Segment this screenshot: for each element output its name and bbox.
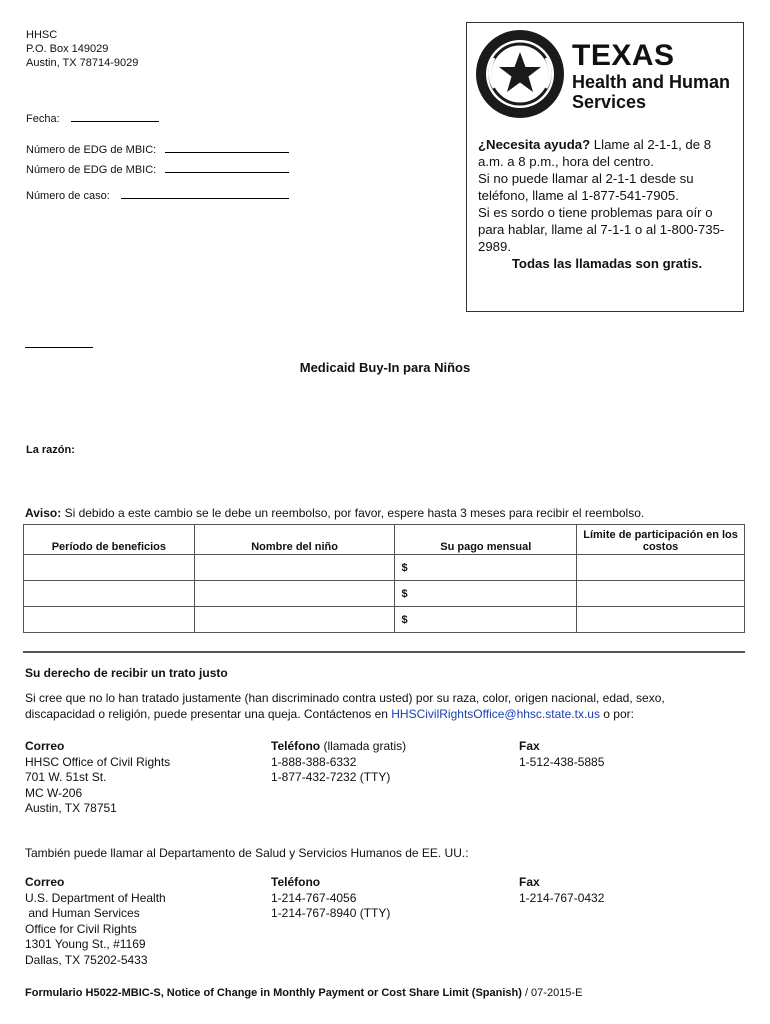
col-pago: Su pago mensual [395, 525, 577, 555]
fax-number: 1-512-438-5885 [519, 754, 605, 769]
edg-line-2[interactable] [165, 172, 289, 173]
logo-texas: TEXAS [572, 39, 675, 72]
mail-line: U.S. Department of Health [25, 890, 166, 905]
notice-label: Aviso: [25, 506, 62, 520]
mail-line: 1301 Young St., #1169 [25, 937, 146, 951]
edg-label-2: Número de EDG de MBIC: [26, 164, 157, 176]
fecha-label: Fecha: [26, 113, 60, 125]
mail-line: Austin, TX 78751 [25, 801, 117, 815]
contact2-mail [25, 875, 166, 968]
table-cell[interactable] [577, 555, 745, 581]
form-date: / 07-2015-E [521, 987, 583, 999]
table-cell[interactable] [194, 581, 395, 607]
mail-label: Correo [25, 875, 65, 889]
caso-line[interactable] [121, 198, 289, 199]
short-rule [25, 347, 93, 348]
help-lead: ¿Necesita ayuda? [478, 137, 591, 152]
mail-label: Correo [25, 739, 65, 753]
mail-line: HHSC Office of Civil Rights [25, 754, 171, 769]
caso-field [26, 190, 289, 202]
phone-label: Teléfono [271, 875, 321, 889]
return-address [26, 28, 138, 70]
phone-note: (llamada gratis) [320, 739, 407, 753]
table-cell[interactable] [577, 581, 745, 607]
form-footer [25, 987, 582, 999]
phone-number: 1-214-767-8940 (TTY) [271, 906, 391, 920]
caso-label: Número de caso: [26, 190, 110, 202]
hhs-logo [572, 40, 730, 112]
table-row [24, 555, 745, 581]
help-free: Todas las llamadas son gratis. [511, 256, 703, 271]
edg-line-1[interactable] [165, 152, 289, 153]
contact1-phone [271, 739, 406, 786]
help-text [478, 136, 736, 272]
also-call-text: También puede llamar al Departamento de Salud y Servicios Humanos de EE. UU.: [25, 846, 469, 860]
col-nombre: Nombre del niño [194, 525, 395, 555]
mail-line: and Human Services [25, 906, 140, 920]
benefits-table [23, 524, 745, 633]
contact2-phone [271, 875, 390, 922]
notice-text: Si debido a este cambio se le debe un reembolso, por favor, espere hasta 3 meses para recibir el reembolso. [61, 506, 645, 520]
table-cell-payment[interactable]: $ [395, 607, 577, 633]
table-row [24, 581, 745, 607]
col-limite: Límite de participación en los costos [577, 525, 745, 555]
logo-line2: Health and Human [572, 72, 731, 92]
fax-label: Fax [519, 739, 540, 753]
table-cell[interactable] [24, 607, 195, 633]
fax-label: Fax [519, 875, 540, 889]
logo-line3: Services [572, 92, 647, 112]
table-cell[interactable] [194, 555, 395, 581]
rights-paragraph [25, 690, 725, 722]
rights-text-end: o por: [599, 707, 634, 721]
fecha-line[interactable] [71, 121, 159, 122]
edg-field-1 [26, 144, 289, 156]
table-cell[interactable] [24, 555, 195, 581]
mail-line: Office for Civil Rights [25, 921, 137, 936]
address-line: P.O. Box 149029 [26, 43, 109, 55]
help-text-2: Si no puede llamar al 2-1-1 desde su teléfono, llame al 1-877-541-7905. [478, 171, 694, 203]
section-divider [23, 651, 745, 653]
table-header-row [24, 525, 745, 555]
contact1-fax [519, 739, 604, 770]
contact2-fax [519, 875, 604, 906]
address-line: HHSC [26, 29, 58, 41]
notice [25, 506, 644, 520]
help-text-3: Si es sordo o tiene problemas para oír o para hablar, llame al 7-1-1 o al 1-800-735-2989. [478, 205, 725, 254]
table-cell[interactable] [577, 607, 745, 633]
table-row [24, 607, 745, 633]
rights-text: Si cree que no lo han tratado justamente (han discriminado contra usted) por su raza, color, origen nacional, edad, sexo, discapacidad o religión, puede presentar una queja. Contáctenos en [25, 691, 665, 721]
fax-number: 1-214-767-0432 [519, 890, 605, 905]
mail-line: 701 W. 51st St. [25, 770, 107, 784]
mail-line: Dallas, TX 75202-5433 [25, 952, 148, 967]
phone-number: 1-214-767-4056 [271, 890, 357, 905]
contact1-mail [25, 739, 170, 817]
phone-number: 1-877-432-7232 (TTY) [271, 770, 391, 784]
civil-rights-email-link[interactable]: HHSCivilRightsOffice@hhsc.state.tx.us [391, 707, 600, 721]
phone-label: Teléfono [271, 739, 321, 753]
table-cell[interactable] [24, 581, 195, 607]
page-title: Medicaid Buy-In para Niños [299, 360, 471, 375]
edg-field-2 [26, 164, 289, 176]
fecha-field [26, 113, 159, 125]
form-id: Formulario H5022-MBIC-S, Notice of Change in Monthly Payment or Cost Share Limit (Spanish) [25, 987, 522, 999]
edg-label-1: Número de EDG de MBIC: [26, 144, 157, 156]
table-cell[interactable] [194, 607, 395, 633]
table-cell-payment[interactable]: $ [395, 581, 577, 607]
mail-line: MC W-206 [25, 785, 83, 800]
reason-label: La razón: [26, 444, 75, 456]
rights-heading: Su derecho de recibir un trato justo [25, 666, 228, 680]
help-text-1: Llame al 2-1-1, de 8 a.m. a 8 p.m., hora del centro. [478, 137, 712, 169]
texas-seal-icon [474, 28, 566, 120]
address-line: Austin, TX 78714-9029 [26, 57, 139, 69]
table-cell-payment[interactable]: $ [395, 555, 577, 581]
phone-number: 1-888-388-6332 [271, 754, 357, 769]
col-periodo: Período de beneficios [24, 525, 195, 555]
